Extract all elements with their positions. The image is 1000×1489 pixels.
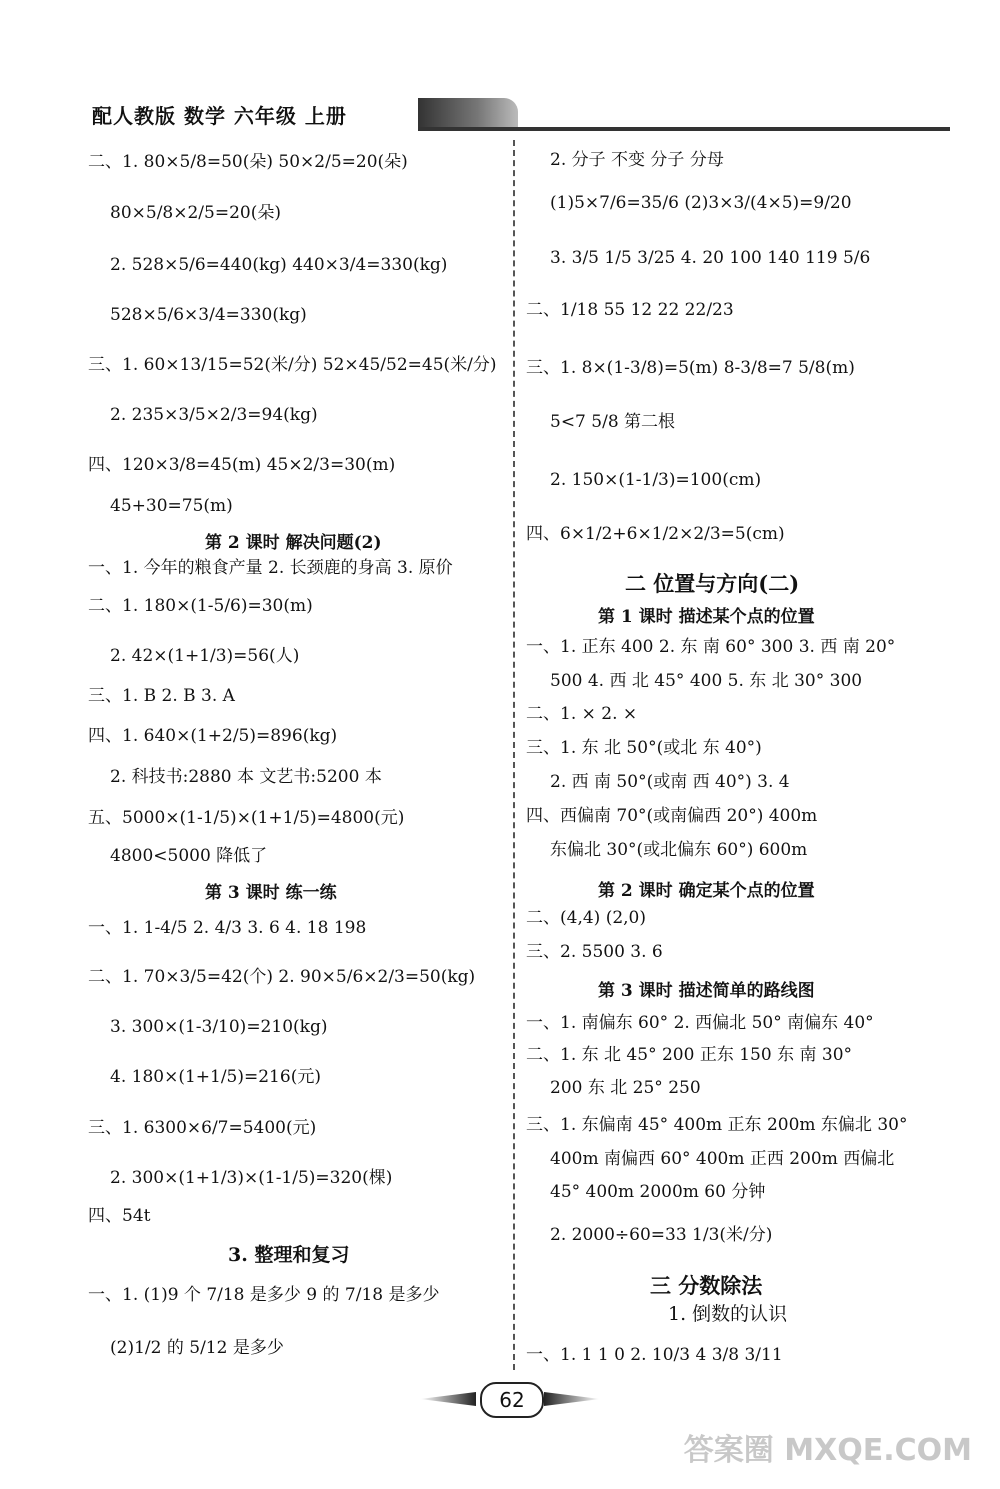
answer-line: 四、1. 640×(1+2/5)=896(kg) <box>88 726 338 746</box>
lesson-heading: 第 2 课时 确定某个点的位置 <box>598 881 815 901</box>
answer-line: 五、5000×(1-1/5)×(1+1/5)=4800(元) <box>88 808 405 828</box>
answer-line: (2)1/2 的 5/12 是多少 <box>110 1338 284 1358</box>
answer-line: 一、1. (1)9 个 7/18 是多少 9 的 7/18 是多少 <box>88 1285 440 1305</box>
answer-line: 四、西偏南 70°(或南偏西 20°) 400m <box>526 806 818 826</box>
answer-line: 2. 42×(1+1/3)=56(人) <box>110 646 300 666</box>
answer-line: 2. 150×(1-1/3)=100(cm) <box>550 470 762 490</box>
answer-line: 2. 235×3/5×2/3=94(kg) <box>110 405 318 425</box>
answer-line: 528×5/6×3/4=330(kg) <box>110 305 307 325</box>
answer-line: 二、1/18 55 12 22 22/23 <box>526 300 734 320</box>
answer-line: 二、(4,4) (2,0) <box>526 908 647 928</box>
answer-line: 一、1. 正东 400 2. 东 南 60° 300 3. 西 南 20° <box>526 637 896 657</box>
answer-line: 45° 400m 2000m 60 分钟 <box>550 1182 766 1202</box>
answer-line: 一、1. 今年的粮食产量 2. 长颈鹿的身高 3. 原价 <box>88 558 453 578</box>
chapter-heading: 三 分数除法 <box>650 1273 763 1298</box>
answer-line: 2. 科技书:2880 本 文艺书:5200 本 <box>110 767 382 787</box>
answer-line: 200 东 北 25° 250 <box>550 1078 701 1098</box>
answer-line: 三、2. 5500 3. 6 <box>526 942 663 962</box>
header-rule <box>418 127 950 131</box>
lesson-heading: 第 1 课时 描述某个点的位置 <box>598 607 815 627</box>
answer-line: 4800<5000 降低了 <box>110 846 268 866</box>
answer-line: 45+30=75(m) <box>110 496 233 516</box>
header-title: 配人教版 数学 六年级 上册 <box>92 104 347 128</box>
answer-line: 三、1. 东 北 50°(或北 东 40°) <box>526 738 762 758</box>
answer-line: 四、120×3/8=45(m) 45×2/3=30(m) <box>88 455 396 475</box>
answer-line: 400m 南偏西 60° 400m 正西 200m 西偏北 <box>550 1149 895 1169</box>
answer-line: 三、1. 6300×6/7=5400(元) <box>88 1118 317 1138</box>
lesson-heading: 第 3 课时 练一练 <box>205 883 337 903</box>
answer-line: 东偏北 30°(或北偏东 60°) 600m <box>550 840 808 860</box>
answer-line: 2. 分子 不变 分子 分母 <box>550 150 724 170</box>
right-wing-ornament <box>544 1392 600 1406</box>
page-number: 62 <box>480 1382 544 1418</box>
answer-line: 2. 300×(1+1/3)×(1-1/5)=320(棵) <box>110 1168 393 1188</box>
page-header <box>88 92 950 132</box>
answer-line: 二、1. 70×3/5=42(个) 2. 90×5/6×2/3=50(kg) <box>88 967 476 987</box>
answer-line: 二、1. 东 北 45° 200 正东 150 东 南 30° <box>526 1045 853 1065</box>
chapter-heading: 二 位置与方向(二) <box>625 571 800 596</box>
answer-line: 四、54t <box>88 1206 151 1226</box>
answer-line: 一、1. 1 1 0 2. 10/3 4 3/8 3/11 <box>526 1345 783 1365</box>
answer-line: 2. 528×5/6=440(kg) 440×3/4=330(kg) <box>110 255 448 275</box>
answer-line: 一、1. 1-4/5 2. 4/3 3. 6 4. 18 198 <box>88 918 367 938</box>
answer-line: 500 4. 西 北 45° 400 5. 东 北 30° 300 <box>550 671 863 691</box>
answer-line: 80×5/8×2/5=20(朵) <box>110 203 281 223</box>
answer-line: 3. 3/5 1/5 3/25 4. 20 100 140 119 5/6 <box>550 248 871 268</box>
answer-line: 二、1. × 2. × <box>526 704 638 724</box>
answer-line: 三、1. B 2. B 3. A <box>88 686 235 706</box>
section-heading: 3. 整理和复习 <box>228 1244 350 1266</box>
answer-line: 三、1. 8×(1-3/8)=5(m) 8-3/8=7 5/8(m) <box>526 358 855 378</box>
answer-line: 三、1. 60×13/15=52(米/分) 52×45/52=45(米/分) <box>88 355 497 375</box>
lesson-heading: 第 3 课时 描述简单的路线图 <box>598 981 815 1001</box>
answer-line: 3. 300×(1-3/10)=210(kg) <box>110 1017 328 1037</box>
answer-line: 2. 2000÷60=33 1/3(米/分) <box>550 1225 773 1245</box>
column-divider <box>513 140 515 1370</box>
lesson-heading: 第 2 课时 解决问题(2) <box>205 533 382 553</box>
answer-line: 2. 西 南 50°(或南 西 40°) 3. 4 <box>550 772 790 792</box>
answer-line: 二、1. 180×(1-5/6)=30(m) <box>88 596 313 616</box>
section-heading: 1. 倒数的认识 <box>668 1303 788 1325</box>
watermark: 答案圈 MXQE.COM <box>683 1433 972 1468</box>
answer-line: 5<7 5/8 第二根 <box>550 412 676 432</box>
answer-line: 一、1. 南偏东 60° 2. 西偏北 50° 南偏东 40° <box>526 1013 874 1033</box>
left-wing-ornament <box>420 1392 476 1406</box>
header-decoration <box>418 98 518 128</box>
answer-line: 二、1. 80×5/8=50(朵) 50×2/5=20(朵) <box>88 152 408 172</box>
answer-line: 4. 180×(1+1/5)=216(元) <box>110 1067 321 1087</box>
answer-line: 四、6×1/2+6×1/2×2/3=5(cm) <box>526 524 785 544</box>
answer-line: (1)5×7/6=35/6 (2)3×3/(4×5)=9/20 <box>550 193 852 213</box>
page-number-badge <box>420 1382 600 1416</box>
answer-line: 三、1. 东偏南 45° 400m 正东 200m 东偏北 30° <box>526 1115 908 1135</box>
